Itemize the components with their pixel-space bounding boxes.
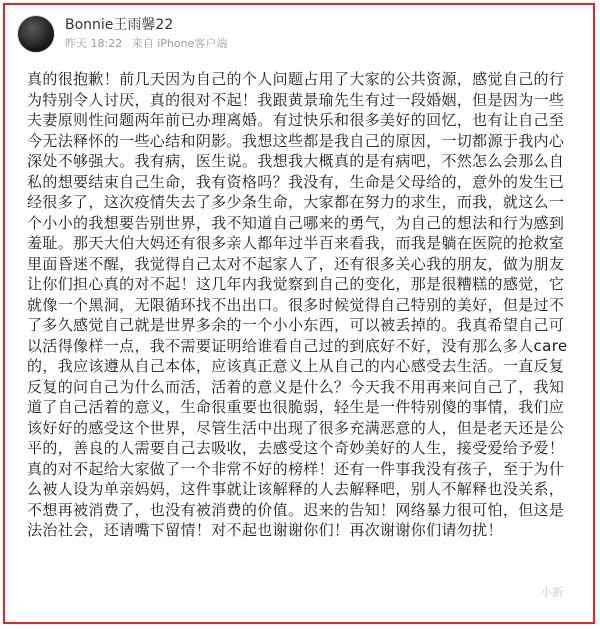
post-body <box>27 69 587 541</box>
post-text-line: 真的很抱歉！前几天因为自己的个人问题占用了大家的公共资源，感觉自己的行 <box>27 70 565 88</box>
post-text-line: 不想再被消费了，也没有被消费的价值。迟来的告知！网络暴力很可怕，但这是 <box>27 500 565 519</box>
post-text-line: 么被人设为单亲妈妈，这件事就让该解释的人去解释吧，别人不解释也没关系， <box>27 480 565 498</box>
post-text-line: 让你们担心真的对不起！这几年内我觉察到自己的变化，那是很糟糕的感觉，它 <box>27 275 565 293</box>
post-time: 昨天 18:22 <box>65 37 123 50</box>
post-text-line: 道了自己活着的意义，生命很重要也很脆弱，轻生是一件特别傻的事情，我们应 <box>27 398 565 416</box>
post-text-line: 今无法释怀的一些心结和阴影。我想这些都是我自己的原因，一切都源于我内心 <box>27 131 565 150</box>
avatar[interactable] <box>17 15 55 53</box>
post-text-line: 里面昏迷不醒，我觉得自己太对不起家人了，还有很多关心我的朋友，做为朋友 <box>27 254 565 273</box>
watermark: 小新 <box>541 586 563 599</box>
author-name[interactable]: Bonnie王雨馨22 <box>65 17 174 33</box>
post-header <box>17 13 233 55</box>
post-text-line: 的，我应该遵从自己本体，应该真正意义上从自己的内心感受去生活。一直反复 <box>27 357 565 375</box>
post-text-line: 反复的问自己为什么而活，活着的意义是什么？今天我不用再来问自己了，我知 <box>27 377 565 396</box>
post-text-line: 深处不够强大。我有病，医生说。我想我大概真的是有病吧，不然怎么会那么自 <box>27 152 565 170</box>
post-text-line: 羞耻。那天大伯大妈还有很多亲人都年过半百来看我，而我是躺在医院的抢救室 <box>27 234 565 252</box>
post-text-line: 夫妻原则性问题两年前已办理离婚。有过快乐和很多美好的回忆，也有让自己至 <box>27 111 565 129</box>
post-text-line: 法治社会，还请嘴下留情！对不起也谢谢你们！再次谢谢你们请勿扰！ <box>27 521 503 539</box>
post-text-line: 真的对不起给大家做了一个非常不好的榜样！还有一件事我没有孩子，至于为什 <box>27 459 565 478</box>
post-text-line: 平的，善良的人需要自己去吸收，去感受这个奇妙美好的人生，接受爱给予爱！ <box>27 439 565 457</box>
post-meta <box>65 16 233 52</box>
post-subline <box>65 36 233 52</box>
post-text-line: 经很多了，这次疫情失去了多少条生命，大家都在努力的求生，而我，就这么一 <box>27 193 565 211</box>
post-text-line: 就像一个黑洞，无限循环找不出出口。很多时候觉得自己特别的美好，但是过不 <box>27 295 565 314</box>
post-text-line: 个小小的我想要告别世界，我不知道自己哪来的勇气，为自己的想法和行为感到 <box>27 213 565 232</box>
post-text-line: 该好好的感受这个世界，尽管生活中出现了很多充满恶意的人，但是老天还是公 <box>27 418 565 437</box>
post-text-line: 为特别令人讨厌，真的很对不起！我跟黄景瑜先生有过一段婚姻，但是因为一些 <box>27 90 565 109</box>
post-text-line: 了多久感觉自己就是世界多余的一个小小东西，可以被丢掉的。我真希望自己可 <box>27 316 565 334</box>
post-card <box>3 3 595 624</box>
post-text-line: 以活得像样一点，我不需要证明给谁看自己过的到底好不好，没有那么多人care <box>27 336 568 355</box>
post-source: 来自 iPhone客户端 <box>131 37 228 50</box>
post-text-line: 私的想要结束自己生命，我有资格吗？我没有，生命是父母给的，意外的发生已 <box>27 172 565 191</box>
